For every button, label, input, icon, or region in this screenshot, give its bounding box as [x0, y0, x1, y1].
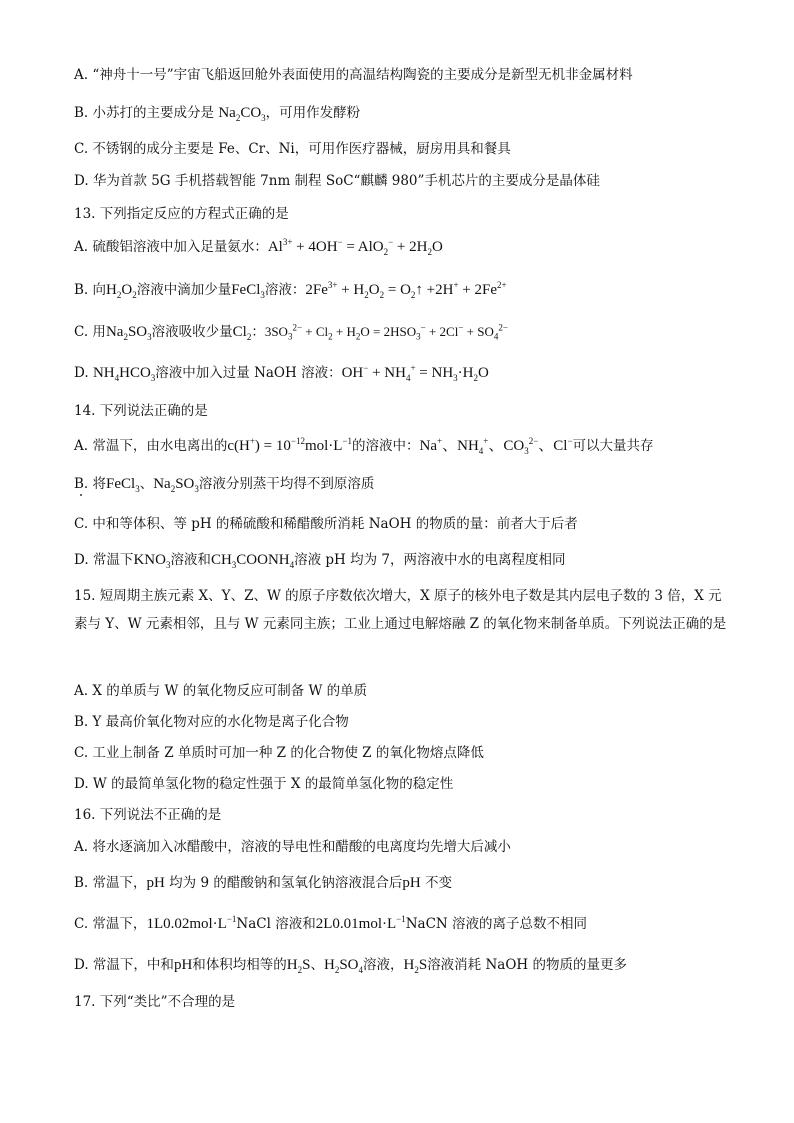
- option-14b: B. 将FeCl$_3$、$Na_2SO_3$溶液分别蒸干均得不到原溶质: [74, 476, 375, 494]
- option-13d: D. $NH_4HCO_3$溶液中加入过量 NaOH 溶液：$OH^- + NH_4^+ = NH_3\cdot H_2O$: [74, 363, 489, 383]
- option-16d: D. 常温下，中和pH和体积均相等的$H_2S$、$H_2SO_4$溶液，$H_2S$溶液消耗 NaOH 的物质的量更多: [74, 957, 627, 975]
- option-13b: B. 向$H_2O_2$溶液中滴加少量FeCl$_3$溶液：$2Fe^{3+} + H_2O_2$ = $O_2↑ +2H^+ + 2Fe^{2+}$: [74, 280, 507, 300]
- option-15a: A. X 的单质与 W 的氧化物反应可制备 W 的单质: [74, 683, 368, 699]
- option-12b: B. 小苏打的主要成分是 $Na_2CO_3$，可用作发酵粉: [74, 105, 361, 123]
- option-14a: A. 常温下，由水电离出的$c(H^+) = 10^{-12}mol\cdot L^{-1}$的溶液中：Na+、$NH_4^+$、$CO_3^{2-}$、Cl−可以大量共存: [74, 436, 654, 456]
- option-16b: B. 常温下，pH 均为 9 的醋酸钠和氢氧化钠溶液混合后pH 不变: [74, 875, 452, 891]
- option-15b: B. Y 最高价氧化物对应的水化物是离子化合物: [74, 714, 349, 730]
- question-14: 14. 下列说法正确的是: [74, 403, 208, 419]
- option-13c: C. 用$Na_2SO_3$溶液吸收少量$Cl_2$：$3SO_3^{2-} + Cl_2 + H_2O = 2HSO_3^- + 2Cl^- + SO_4^{2-}$: [74, 322, 508, 342]
- question-15: 15. 短周期主族元素 X、Y、Z、W 的原子序数依次增大，X 原子的核外电子数是其内层电子数的 3 倍，X 元素与 Y、W 元素相邻，且与 W 元素同主族；工业上通过电解熔融 Z 的氧化物来制备单质。下列说法正确的是: [74, 588, 727, 632]
- option-12d: D. 华为首款 5G 手机搭载智能 7nm 制程 SoC“麒麟 980”手机芯片的主要成分是晶体硅: [74, 173, 600, 189]
- option-12a: A. “神舟十一号”宇宙飞船返回舱外表面使用的高温结构陶瓷的主要成分是新型无机非金属材料: [74, 67, 633, 83]
- question-13: 13. 下列指定反应的方程式正确的是: [74, 206, 289, 222]
- question-16: 16. 下列说法不正确的是: [74, 807, 222, 823]
- option-13a: A. 硫酸铝溶液中加入足量氨水：$Al^{3+} + 4OH^- = AlO_2^- + 2H_2O$: [74, 237, 443, 257]
- speck-mark: [80, 494, 82, 496]
- option-12c: C. 不锈钢的成分主要是 Fe、Cr、Ni，可用作医疗器械，厨房用具和餐具: [74, 141, 511, 157]
- option-14d: D. 常温下$KNO_3$溶液和$CH_3COONH_4$溶液 pH 均为 7，两溶液中水的电离程度相同: [74, 552, 566, 570]
- option-16a: A. 将水逐滴加入冰醋酸中，溶液的导电性和醋酸的电离度均先增大后减小: [74, 839, 511, 855]
- question-17: 17. 下列“类比”不合理的是: [74, 994, 236, 1010]
- option-14c: C. 中和等体积、等 pH 的稀硫酸和稀醋酸所消耗 NaOH 的物质的量：前者大于后者: [74, 516, 578, 532]
- option-16c: C. 常温下，$1L0.02mol\cdot L^{-1}NaCl$ 溶液和$2L0.01mol\cdot L^{-1}NaCN$ 溶液的离子总数不相同: [74, 914, 588, 932]
- option-15d: D. W 的最简单氢化物的稳定性强于 X 的最简单氢化物的稳定性: [74, 776, 454, 792]
- option-15c: C. 工业上制备 Z 单质时可加一种 Z 的化合物使 Z 的氧化物熔点降低: [74, 745, 484, 761]
